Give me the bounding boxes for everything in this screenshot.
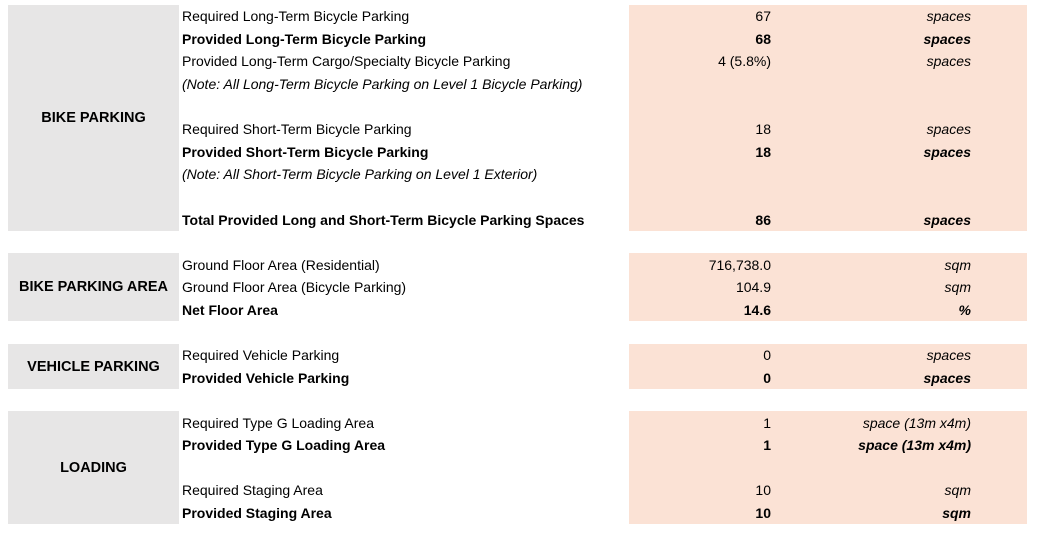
row-value: 1 [763, 415, 771, 431]
row-label: Total Provided Long and Short-Term Bicycle Parking Spaces [182, 212, 585, 228]
table-row [0, 299, 1037, 321]
row-value: 10 [755, 505, 771, 521]
row-value: 10 [755, 482, 771, 498]
row-unit: % [958, 302, 971, 318]
row-label: Required Type G Loading Area [182, 415, 374, 431]
table-row [0, 5, 1037, 27]
total-row [0, 209, 1037, 231]
row-unit: spaces [923, 31, 971, 47]
row-label: Required Long-Term Bicycle Parking [182, 8, 410, 24]
row-label: Provided Type G Loading Area [182, 437, 386, 453]
row-value: 4 (5.8%) [718, 53, 771, 69]
row-label: Provided Long-Term Cargo/Specialty Bicycle Parking [182, 53, 511, 69]
row-unit: spaces [926, 53, 971, 69]
row-unit: spaces [926, 347, 971, 363]
table-row [0, 344, 1037, 366]
table-row [0, 141, 1037, 163]
row-value: 18 [755, 121, 771, 137]
row-unit: space (13m x4m) [862, 415, 971, 431]
row-value: 14.6 [743, 302, 771, 318]
row-unit: spaces [926, 8, 971, 24]
row-value: 86 [755, 212, 771, 228]
row-note: (Note: All Long-Term Bicycle Parking on Level 1 Bicycle Parking) [182, 76, 583, 92]
row-unit: spaces [923, 370, 971, 386]
note-row [0, 73, 1037, 95]
table-row [0, 50, 1037, 72]
note-row [0, 163, 1037, 185]
row-unit: sqm [944, 257, 971, 273]
table-row [0, 367, 1037, 389]
row-unit: sqm [942, 505, 971, 521]
row-value: 18 [755, 144, 771, 160]
table-row [0, 412, 1037, 434]
row-unit: space (13m x4m) [858, 437, 971, 453]
row-unit: spaces [923, 212, 971, 228]
row-value: 0 [763, 370, 771, 386]
row-label: Required Short-Term Bicycle Parking [182, 121, 412, 137]
row-label: Provided Long-Term Bicycle Parking [182, 31, 427, 47]
row-value: 104.9 [735, 279, 771, 295]
row-label: Ground Floor Area (Residential) [182, 257, 380, 273]
table-row [0, 434, 1037, 456]
row-value: 68 [755, 31, 771, 47]
row-value: 0 [763, 347, 771, 363]
row-label: Net Floor Area [182, 302, 278, 318]
row-label: Ground Floor Area (Bicycle Parking) [182, 279, 407, 295]
table-row [0, 479, 1037, 501]
row-unit: spaces [926, 121, 971, 137]
row-label: Provided Short-Term Bicycle Parking [182, 144, 429, 160]
row-value: 67 [755, 8, 771, 24]
section-label-loading: LOADING [8, 411, 179, 524]
table-row [0, 276, 1037, 298]
section-label-vehicle-parking: VEHICLE PARKING [8, 344, 179, 389]
row-note: (Note: All Short-Term Bicycle Parking on Level 1 Exterior) [182, 166, 538, 182]
row-unit: sqm [944, 279, 971, 295]
row-unit: sqm [944, 482, 971, 498]
row-unit: spaces [923, 144, 971, 160]
row-label: Required Vehicle Parking [182, 347, 340, 363]
section-label-bike-parking: BIKE PARKING [8, 5, 179, 231]
row-label: Provided Vehicle Parking [182, 370, 350, 386]
row-value: 716,738.0 [708, 257, 771, 273]
row-value: 1 [763, 437, 771, 453]
row-label: Required Staging Area [182, 482, 323, 498]
table-row [0, 28, 1037, 50]
section-label-bike-parking-area: BIKE PARKING AREA [8, 253, 179, 321]
table-row [0, 502, 1037, 524]
table-row [0, 254, 1037, 276]
table-row [0, 118, 1037, 140]
row-label: Provided Staging Area [182, 505, 332, 521]
